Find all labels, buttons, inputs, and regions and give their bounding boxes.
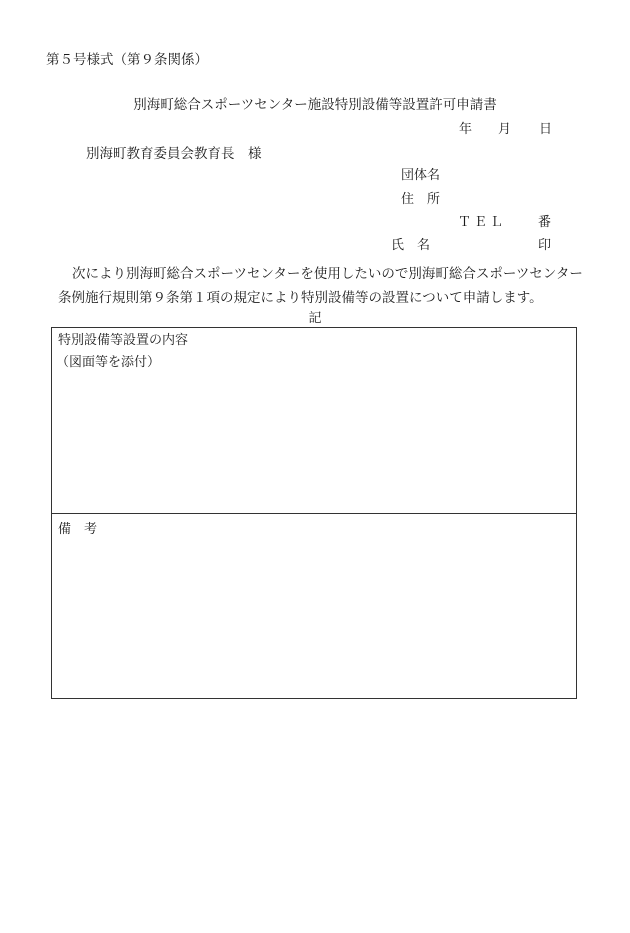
content-box-label: 特別設備等設置の内容 bbox=[58, 333, 189, 348]
date-month-label: 月 bbox=[498, 122, 512, 137]
form-number: 第５号様式（第９条関係） bbox=[46, 52, 208, 68]
ki-heading: 記 bbox=[308, 311, 322, 326]
date-year-label: 年 bbox=[459, 122, 473, 137]
remarks-box bbox=[51, 513, 577, 699]
document-title: 別海町総合スポーツセンター施設特別設備等設置許可申請書 bbox=[133, 97, 497, 113]
address-label: 住 所 bbox=[401, 192, 441, 207]
organization-name-label: 団体名 bbox=[401, 168, 441, 183]
seal-mark: 印 bbox=[538, 238, 552, 253]
application-body-text: 次により別海町総合スポーツセンターを使用したいので別海町総合スポーツセンター条例施行規則第９条第１項の規定により特別設備等の設置について申請します。 bbox=[58, 266, 583, 306]
telephone-number-suffix: 番 bbox=[538, 215, 552, 230]
telephone-label: ＴＥＬ bbox=[458, 215, 507, 230]
applicant-name-label: 氏 名 bbox=[391, 238, 431, 253]
content-box-note: （図面等を添付） bbox=[56, 355, 161, 370]
special-equipment-content-box bbox=[51, 327, 577, 514]
date-day-label: 日 bbox=[539, 122, 553, 137]
addressee: 別海町教育委員会教育長 様 bbox=[86, 146, 262, 162]
remarks-label: 備 考 bbox=[58, 522, 98, 537]
